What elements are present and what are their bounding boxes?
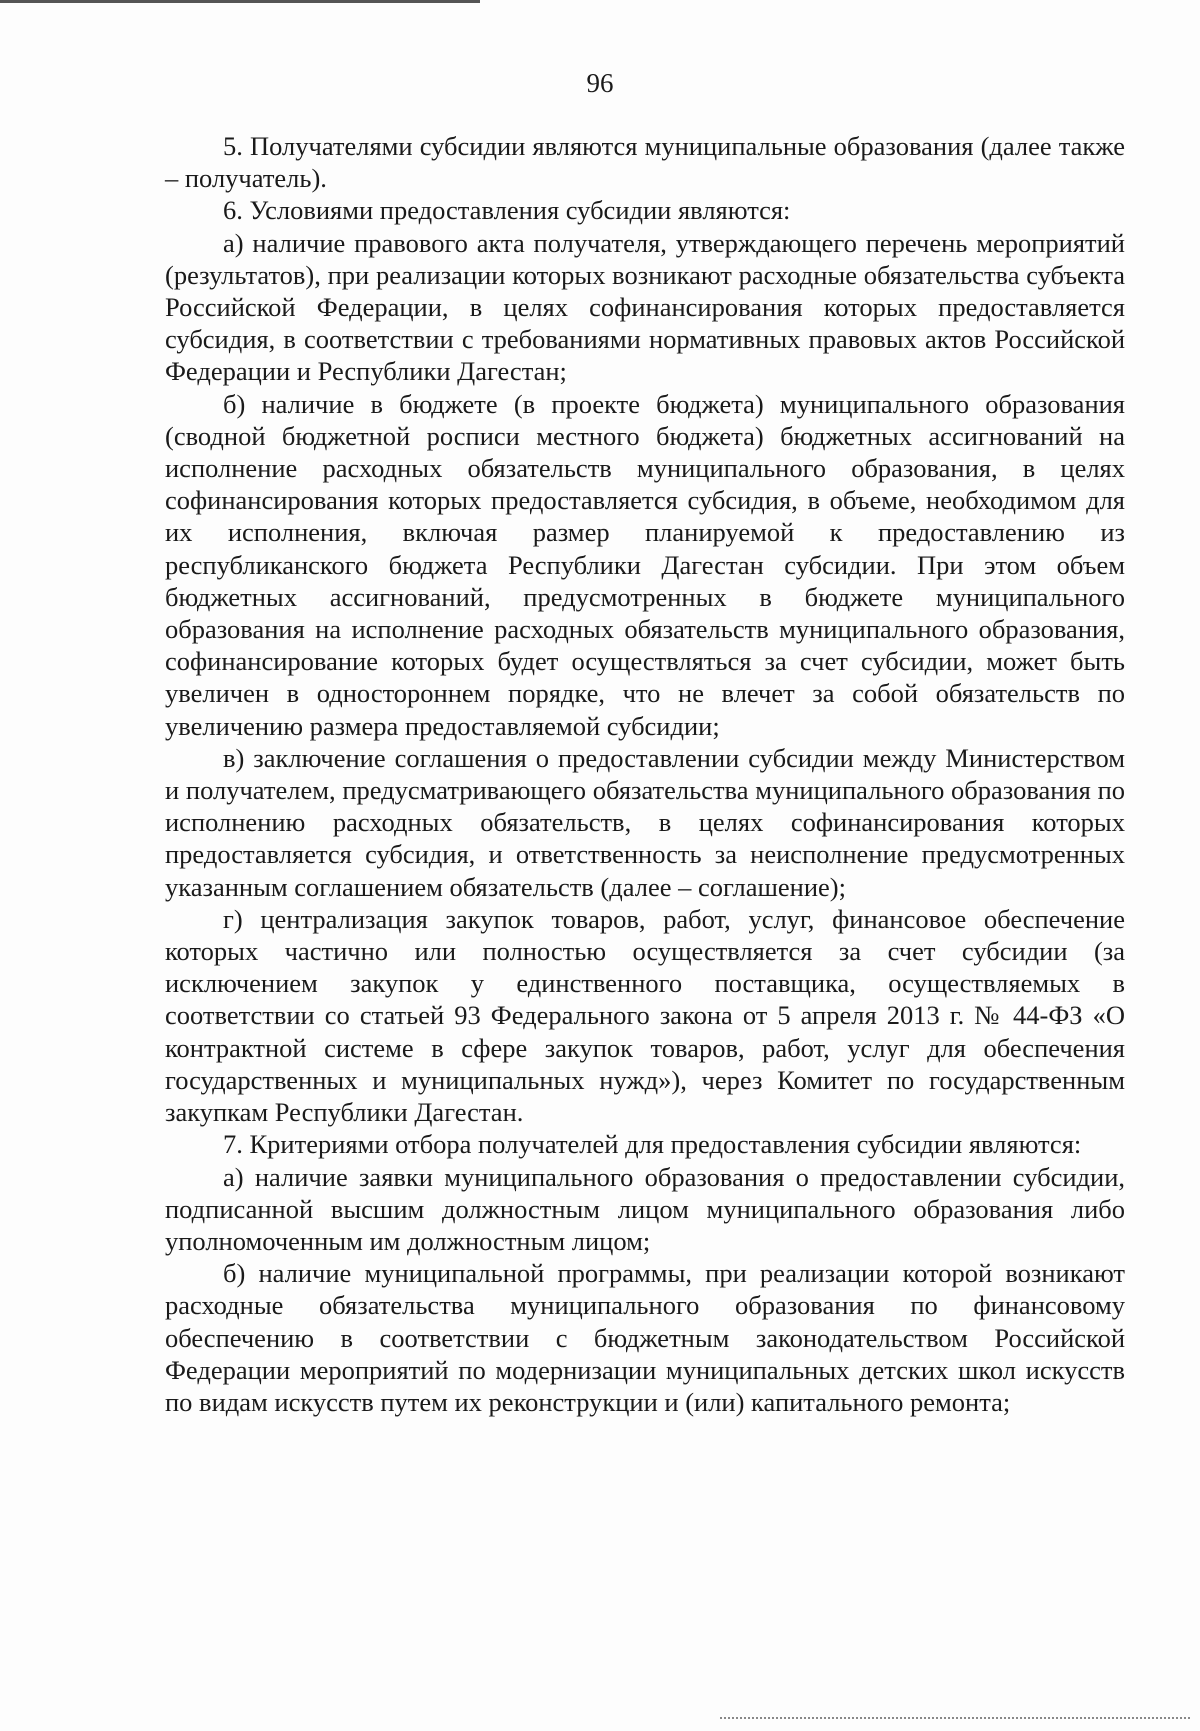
paragraph-6v: в) заключение соглашения о предоставлении субсидии между Министерством и получателем, предусматривающего обязательства муниципального образования по исполнению расходных обязательств, в целях софинансирования которых предоставляется субсидия, и ответственность за неисполнение предусмотренных указанным соглашением обязательств (далее – соглашение); (165, 742, 1125, 902)
paragraph-7: 7. Критериями отбора получателей для предоставления субсидии являются: (223, 1129, 1082, 1160)
scan-top-rule (0, 0, 480, 3)
document-body (165, 130, 1125, 1418)
paragraph-6a: а) наличие правового акта получателя, утверждающего перечень мероприятий (результатов), при реализации которых возникают расходные обязательства субъекта Российской Федерации, в целях софинансирования которых предоставляется субсидия, в соответствии с требованиями нормативных правовых актов Российской Федерации и Республики Дагестан; (165, 227, 1125, 387)
paragraph-7b: б) наличие муниципальной программы, при реализации которой возникают расходные обязательства муниципального образования по финансовому обеспечению в соответствии с бюджетным законодательством Российской Федерации мероприятий по модернизации муниципальных детских школ искусств по видам искусств путем их реконструкции и (или) капитального ремонта; (165, 1258, 1125, 1417)
paragraph-5: 5. Получателями субсидии являются муниципальные образования (далее также – получатель). (165, 131, 1125, 194)
paragraph-6b: б) наличие в бюджете (в проекте бюджета) муниципального образования (сводной бюджетной росписи местного бюджета) бюджетных ассигнований на исполнение расходных обязательств муниципального образования, в целях софинансирования которых предоставляется субсидия, в объеме, необходимом для их исполнения, включая размер планируемой к предоставлению из республиканского бюджета Республики Дагестан субсидии. При этом объем бюджетных ассигнований, предусмотренных в бюджете муниципального образования на исполнение расходных обязательств муниципального образования, софинансирование которых будет осуществляться за счет субсидии, может быть увеличен в одностороннем порядке, что не влечет за собой обязательств по увеличению размера предоставляемой субсидии; (165, 388, 1125, 741)
page-number: 96 (586, 68, 614, 98)
paragraph-6: 6. Условиями предоставления субсидии являются: (223, 195, 791, 226)
scan-bottom-rule (720, 1717, 1190, 1721)
paragraph-6g: г) централизация закупок товаров, работ, услуг, финансовое обеспечение которых частично или полностью осуществляется за счет субсидии (за исключением закупок у единственного поставщика, осуществляемых в соответствии со статьей 93 Федерального закона от 5 апреля 2013 г. № 44-ФЗ «О контрактной системе в сфере закупок товаров, работ, услуг для обеспечения государственных и муниципальных нужд»), через Комитет по государственным закупкам Республики Дагестан. (165, 903, 1125, 1128)
paragraph-7a: а) наличие заявки муниципального образования о предоставлении субсидии, подписанной высшим должностным лицом муниципального образования либо уполномоченным им должностным лицом; (165, 1161, 1125, 1256)
